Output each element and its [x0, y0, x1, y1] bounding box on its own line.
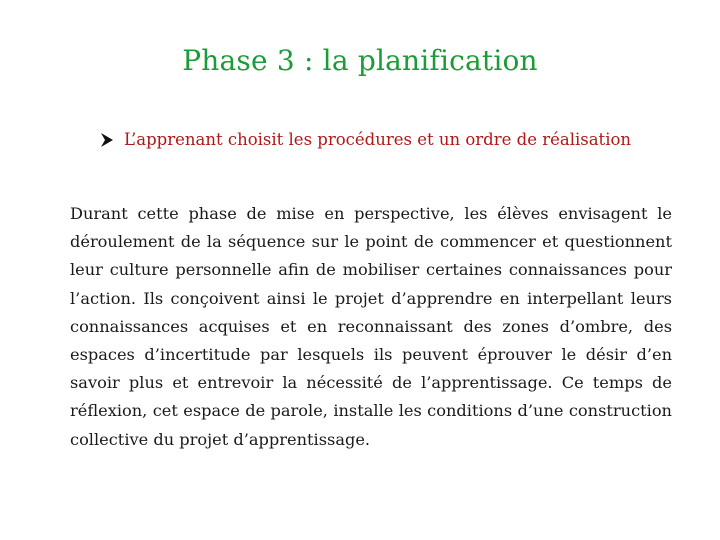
arrowhead-bullet-icon	[100, 132, 114, 148]
body-paragraph: Durant cette phase de mise en perspective, les élèves envisagent le déroulement de la séquence sur le point de commencer et questionnent leur culture personnelle afin de mobiliser certaines connaissances pour l’action. Ils conçoivent ainsi le projet d’apprendre en interpellant leurs connaissances acquises et en reconnaissant des zones d’ombre, des espaces d’incertitude par lesquels ils peuvent éprouver le désir d’en savoir plus et entrevoir la nécessité de l’apprentissage. Ce temps de réflexion, cet espace de parole, installe les conditions d’une construction collective du projet d’apprentissage.	[70, 204, 672, 449]
bullet-item	[100, 130, 660, 149]
slide-title: Phase 3 : la planification	[182, 44, 538, 77]
bullet-text: L’apprenant choisit les procédures et un ordre de réalisation	[124, 130, 632, 149]
